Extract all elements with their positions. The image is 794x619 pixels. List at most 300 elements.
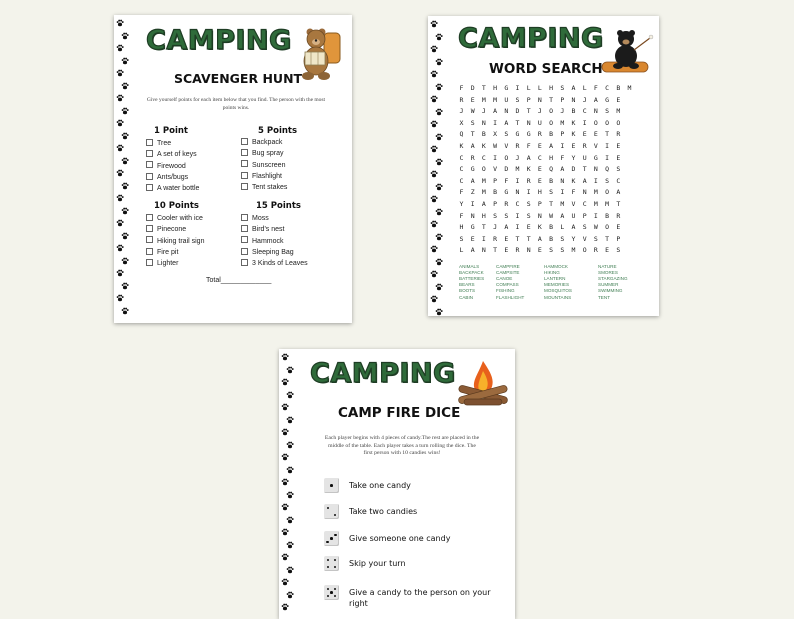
grid-letter[interactable]: J [481,107,486,116]
grid-letter[interactable]: M [493,95,498,104]
checklist-item[interactable] [146,173,188,183]
grid-letter[interactable]: C [459,165,464,174]
grid-letter[interactable]: P [526,95,531,104]
grid-letter[interactable]: N [481,118,486,127]
grid-letter[interactable]: P [493,176,498,185]
grid-letter[interactable]: Q [459,130,464,139]
checkbox[interactable] [241,236,248,243]
grid-letter[interactable]: O [549,118,554,127]
grid-letter[interactable]: R [504,200,509,208]
checkbox[interactable] [146,225,153,232]
grid-letter[interactable]: S [582,223,587,232]
checkbox[interactable] [241,172,248,179]
grid-letter[interactable]: T [549,200,554,208]
grid-letter[interactable]: W [493,142,498,150]
checklist-item[interactable] [146,139,171,149]
grid-letter[interactable]: D [470,84,475,92]
grid-letter[interactable]: U [571,211,576,220]
grid-letter[interactable]: S [459,234,464,243]
grid-letter[interactable]: E [504,246,509,255]
grid-letter[interactable]: A [526,153,531,162]
grid-letter[interactable]: C [459,153,464,162]
grid-letter[interactable]: N [537,211,542,220]
grid-letter[interactable]: S [560,246,565,255]
grid-letter[interactable]: S [616,246,621,255]
grid-letter[interactable]: R [526,176,531,185]
checkbox[interactable] [241,248,248,255]
checkbox[interactable] [241,183,248,190]
grid-letter[interactable]: I [593,176,598,185]
grid-letter[interactable]: R [515,142,520,150]
grid-letter[interactable]: A [560,165,565,174]
grid-letter[interactable]: S [549,246,554,255]
grid-letter[interactable]: Q [549,165,554,174]
grid-letter[interactable]: I [515,84,520,92]
grid-letter[interactable]: L [526,84,531,92]
grid-letter[interactable]: J [459,107,464,116]
checklist-item[interactable] [146,248,178,258]
checklist-item[interactable] [146,214,203,224]
grid-letter[interactable]: C [537,153,542,162]
grid-letter[interactable]: M [515,165,520,174]
grid-letter[interactable]: P [582,211,587,220]
paw-print-icon [286,541,294,549]
grid-letter[interactable]: N [560,176,565,185]
grid-letter[interactable]: H [459,223,464,232]
grid-letter[interactable]: M [560,118,565,127]
checklist-item[interactable] [146,162,186,172]
grid-letter[interactable]: K [459,142,464,150]
page-title: CAMP FIRE DICE [338,405,461,421]
grid-letter[interactable]: P [493,200,498,208]
grid-letter[interactable]: I [493,153,498,162]
grid-letter[interactable]: W [593,223,598,232]
grid-letter[interactable]: I [605,153,610,162]
checklist-item[interactable] [146,237,204,247]
grid-letter[interactable]: N [504,107,509,116]
grid-letter[interactable]: E [582,130,587,139]
grid-letter[interactable]: O [593,118,598,127]
grid-letter[interactable]: C [582,200,587,208]
paw-print-icon [281,603,289,611]
checklist-item[interactable] [241,237,284,247]
paw-print-icon [430,220,438,228]
grid-letter[interactable]: A [470,176,475,185]
die-pip [330,591,333,594]
word-list-item: BATTERIES [459,276,485,282]
grid-letter[interactable]: N [481,246,486,255]
grid-letter[interactable]: S [493,211,498,220]
word-list-item: FISHING [496,288,515,294]
grid-letter[interactable]: N [571,95,576,104]
grid-letter[interactable]: H [549,153,554,162]
grid-letter[interactable]: G [605,95,610,104]
grid-letter[interactable]: X [459,118,464,127]
word-list-item: ANIMALS [459,264,480,269]
grid-letter[interactable]: T [616,200,621,208]
grid-letter[interactable]: I [560,142,565,150]
grid-letter[interactable]: K [571,176,576,185]
grid-letter[interactable]: I [593,211,598,220]
grid-letter[interactable]: S [593,234,598,243]
grid-letter[interactable]: A [560,211,565,220]
grid-letter[interactable]: H [481,211,486,220]
grid-letter[interactable]: T [526,234,531,243]
grid-letter[interactable]: F [593,84,598,92]
grid-letter[interactable]: J [515,153,520,162]
paw-print-icon [281,528,289,536]
grid-letter[interactable]: K [481,142,486,150]
die-pip [334,534,337,537]
grid-letter[interactable]: F [459,84,464,92]
grid-letter[interactable]: B [493,188,498,197]
paw-print-icon [435,308,443,316]
grid-letter[interactable]: R [537,130,542,139]
grid-letter[interactable]: A [493,107,498,116]
checklist-item[interactable] [241,248,294,258]
grid-letter[interactable]: S [549,188,554,197]
grid-letter[interactable]: E [537,246,542,255]
grid-letter[interactable]: E [593,130,598,139]
paw-print-icon [286,416,294,424]
grid-letter[interactable]: N [593,165,598,174]
grid-letter[interactable]: A [504,223,509,232]
grid-letter[interactable]: E [537,176,542,185]
grid-letter[interactable]: C [481,153,486,162]
grid-letter[interactable]: A [571,84,576,92]
checkbox[interactable] [241,160,248,167]
grid-letter[interactable]: M [481,188,486,197]
grid-letter[interactable]: P [537,200,542,208]
grid-letter[interactable]: E [616,142,621,150]
grid-letter[interactable]: E [605,246,610,255]
grid-letter[interactable]: M [481,176,486,185]
grid-letter[interactable]: R [459,95,464,104]
grid-letter[interactable]: D [571,165,576,174]
grid-letter[interactable]: B [549,223,554,232]
checkbox[interactable] [146,173,153,180]
grid-letter[interactable]: H [549,84,554,92]
grid-letter[interactable]: I [515,223,520,232]
grid-letter[interactable]: K [571,118,576,127]
grid-letter[interactable]: B [605,211,610,220]
grid-letter[interactable]: S [526,211,531,220]
grid-letter[interactable]: W [470,107,475,116]
grid-letter[interactable]: G [526,130,531,139]
grid-letter[interactable]: C [582,107,587,116]
die-pip [330,537,333,540]
grid-letter[interactable]: Z [470,188,475,197]
grid-letter[interactable]: E [537,142,542,150]
grid-letter[interactable]: G [470,165,475,174]
checklist-item[interactable] [241,225,284,235]
checkbox[interactable] [146,248,153,255]
checklist-item-label: Cooler with ice [157,215,203,222]
grid-letter[interactable]: T [605,234,610,243]
grid-letter[interactable]: F [504,176,509,185]
grid-letter[interactable]: Q [605,165,610,174]
checkbox[interactable] [146,214,153,221]
grid-letter[interactable]: T [515,234,520,243]
checklist-item[interactable] [241,214,269,224]
grid-letter[interactable]: B [549,130,554,139]
checkbox[interactable] [146,161,153,168]
checklist-item[interactable] [146,259,178,269]
checklist-item[interactable] [146,150,197,160]
grid-letter[interactable]: M [481,95,486,104]
grid-letter[interactable]: A [470,142,475,150]
grid-letter[interactable]: A [582,176,587,185]
grid-letter[interactable]: X [493,130,498,139]
grid-letter[interactable]: B [481,130,486,139]
grid-letter[interactable]: A [549,142,554,150]
word-list-item: MEMORIES [544,282,570,288]
grid-letter[interactable]: S [605,107,610,116]
grid-letter[interactable]: U [582,153,587,162]
grid-letter[interactable]: P [616,234,621,243]
grid-letter[interactable]: B [571,107,576,116]
grid-letter[interactable]: A [571,223,576,232]
grid-letter[interactable]: Y [571,234,576,243]
grid-letter[interactable]: A [504,118,509,127]
grid-letter[interactable]: S [526,200,531,208]
grid-letter[interactable]: N [537,95,542,104]
grid-letter[interactable]: O [504,153,509,162]
grid-letter[interactable]: F [526,142,531,150]
total-line: Total_____________ [206,277,272,284]
grid-letter[interactable]: E [616,95,621,104]
grid-letter[interactable]: G [504,84,509,92]
grid-letter[interactable]: A [470,246,475,255]
grid-letter[interactable]: E [470,95,475,104]
grid-letter[interactable]: M [560,200,565,208]
grid-letter[interactable]: V [582,234,587,243]
grid-letter[interactable]: M [571,246,576,255]
grid-letter[interactable]: Y [459,200,464,208]
grid-letter[interactable]: M [593,188,598,197]
grid-letter[interactable]: L [560,223,565,232]
word-search-sheet [428,16,659,316]
grid-letter[interactable]: I [515,211,520,220]
grid-letter[interactable]: W [549,211,554,220]
paw-print-icon [121,132,129,140]
grid-letter[interactable]: R [470,153,475,162]
paw-print-border [279,349,295,619]
grid-letter[interactable]: J [493,223,498,232]
grid-letter[interactable]: M [605,200,610,208]
checkbox[interactable] [241,138,248,145]
grid-letter[interactable]: E [470,234,475,243]
grid-letter[interactable]: M [616,107,621,116]
checkbox[interactable] [241,259,248,266]
grid-letter[interactable]: E [616,223,621,232]
paw-print-icon [121,157,129,165]
grid-letter[interactable]: M [593,200,598,208]
grid-letter[interactable]: A [481,200,486,208]
grid-letter[interactable]: G [593,153,598,162]
grid-letter[interactable]: T [481,223,486,232]
grid-letter[interactable]: R [582,142,587,150]
grid-letter[interactable]: O [605,188,610,197]
grid-letter[interactable]: G [515,130,520,139]
checklist-item[interactable] [241,149,284,159]
grid-letter[interactable]: N [582,188,587,197]
grid-letter[interactable]: L [537,84,542,92]
grid-letter[interactable]: S [504,130,509,139]
dice-rule-text: Take one candy [349,481,411,490]
grid-letter[interactable]: N [470,211,475,220]
grid-letter[interactable]: I [560,188,565,197]
grid-letter[interactable]: S [504,211,509,220]
grid-letter[interactable]: O [582,246,587,255]
grid-letter[interactable]: O [481,165,486,174]
grid-letter[interactable]: R [493,234,498,243]
grid-letter[interactable]: U [504,95,509,104]
grid-letter[interactable]: H [493,84,498,92]
grid-letter[interactable]: K [526,165,531,174]
grid-letter[interactable]: R [616,211,621,220]
grid-letter[interactable]: D [515,107,520,116]
checkbox[interactable] [241,149,248,156]
checklist-item[interactable] [241,259,308,269]
grid-letter[interactable]: B [549,234,554,243]
word-list-item: FLASHLIGHT [496,294,525,300]
checkbox[interactable] [146,150,153,157]
grid-letter[interactable]: N [526,118,531,127]
grid-letter[interactable]: T [526,107,531,116]
grid-letter[interactable]: F [459,188,464,197]
grid-letter[interactable]: O [605,223,610,232]
checkbox[interactable] [146,184,153,191]
grid-letter[interactable]: N [515,188,520,197]
grid-letter[interactable]: N [593,107,598,116]
grid-letter[interactable]: O [616,118,621,127]
grid-letter[interactable]: G [504,188,509,197]
grid-letter[interactable]: I [470,200,475,208]
grid-letter[interactable]: I [582,118,587,127]
grid-letter[interactable]: F [571,188,576,197]
checkbox[interactable] [146,139,153,146]
checklist-item[interactable] [241,161,285,171]
grid-letter[interactable]: F [560,153,565,162]
grid-letter[interactable]: G [470,223,475,232]
checkbox[interactable] [241,225,248,232]
grid-letter[interactable]: S [470,118,475,127]
grid-letter[interactable]: P [560,95,565,104]
grid-letter[interactable]: I [515,176,520,185]
grid-letter[interactable]: F [459,211,464,220]
grid-letter[interactable]: T [515,118,520,127]
die-pip [334,559,337,562]
grid-letter[interactable]: B [616,84,621,92]
checklist-item[interactable] [146,184,199,194]
grid-letter[interactable]: T [549,95,554,104]
grid-letter[interactable]: I [493,118,498,127]
grid-letter[interactable]: E [526,223,531,232]
grid-letter[interactable]: C [605,84,610,92]
grid-letter[interactable]: S [560,84,565,92]
grid-letter[interactable]: D [504,165,509,174]
grid-letter[interactable]: A [616,188,621,197]
grid-letter[interactable]: H [537,188,542,197]
word-list-item: LANTERN [544,276,566,282]
checkbox[interactable] [241,214,248,221]
checklist-item[interactable] [241,172,282,182]
grid-letter[interactable]: T [470,130,475,139]
grid-letter[interactable]: L [582,84,587,92]
grid-letter[interactable]: E [537,165,542,174]
grid-letter[interactable]: L [459,246,464,255]
paw-print-icon [435,158,443,166]
grid-letter[interactable]: E [571,142,576,150]
checklist-item[interactable] [241,183,287,193]
paw-print-border [428,16,444,316]
grid-letter[interactable]: P [560,130,565,139]
grid-letter[interactable]: U [537,118,542,127]
grid-letter[interactable]: O [549,107,554,116]
grid-letter[interactable]: V [504,142,509,150]
grid-letter[interactable]: T [582,165,587,174]
grid-letter[interactable]: E [616,153,621,162]
grid-letter[interactable]: O [605,118,610,127]
grid-letter[interactable]: J [582,95,587,104]
grid-letter[interactable]: K [537,223,542,232]
checklist-item[interactable] [146,225,186,235]
grid-letter[interactable]: J [537,107,542,116]
grid-letter[interactable]: B [549,176,554,185]
paw-print-icon [286,591,294,599]
grid-letter[interactable]: R [515,246,520,255]
grid-letter[interactable]: T [481,84,486,92]
checkbox[interactable] [146,259,153,266]
die-pip [327,566,330,569]
grid-letter[interactable]: S [560,234,565,243]
checkbox[interactable] [146,236,153,243]
grid-letter[interactable]: K [571,130,576,139]
grid-letter[interactable]: Y [571,153,576,162]
grid-letter[interactable]: C [459,176,464,185]
grid-letter[interactable]: C [616,176,621,185]
grid-letter[interactable]: V [593,142,598,150]
grid-letter[interactable]: C [515,200,520,208]
grid-letter[interactable]: V [571,200,576,208]
grid-letter[interactable]: A [537,234,542,243]
grid-letter[interactable]: M [627,84,632,92]
grid-letter[interactable]: E [504,234,509,243]
grid-letter[interactable]: J [560,107,565,116]
grid-letter[interactable]: S [515,95,520,104]
die-pip [330,484,333,487]
grid-letter[interactable]: A [593,95,598,104]
grid-letter[interactable]: T [493,246,498,255]
grid-letter[interactable]: N [526,246,531,255]
grid-letter[interactable]: R [616,130,621,139]
paw-print-icon [435,58,443,66]
grid-letter[interactable]: S [616,165,621,174]
paw-print-icon [286,566,294,574]
grid-letter[interactable]: I [605,142,610,150]
grid-letter[interactable]: T [605,130,610,139]
grid-letter[interactable]: I [526,188,531,197]
grid-letter[interactable]: I [481,234,486,243]
paw-print-icon [281,403,289,411]
grid-letter[interactable]: R [593,246,598,255]
grid-letter[interactable]: S [605,176,610,185]
checklist-item[interactable] [241,138,282,148]
checklist-item-label: Fire pit [157,248,179,256]
grid-letter[interactable]: V [493,165,498,174]
paw-print-icon [116,194,124,202]
